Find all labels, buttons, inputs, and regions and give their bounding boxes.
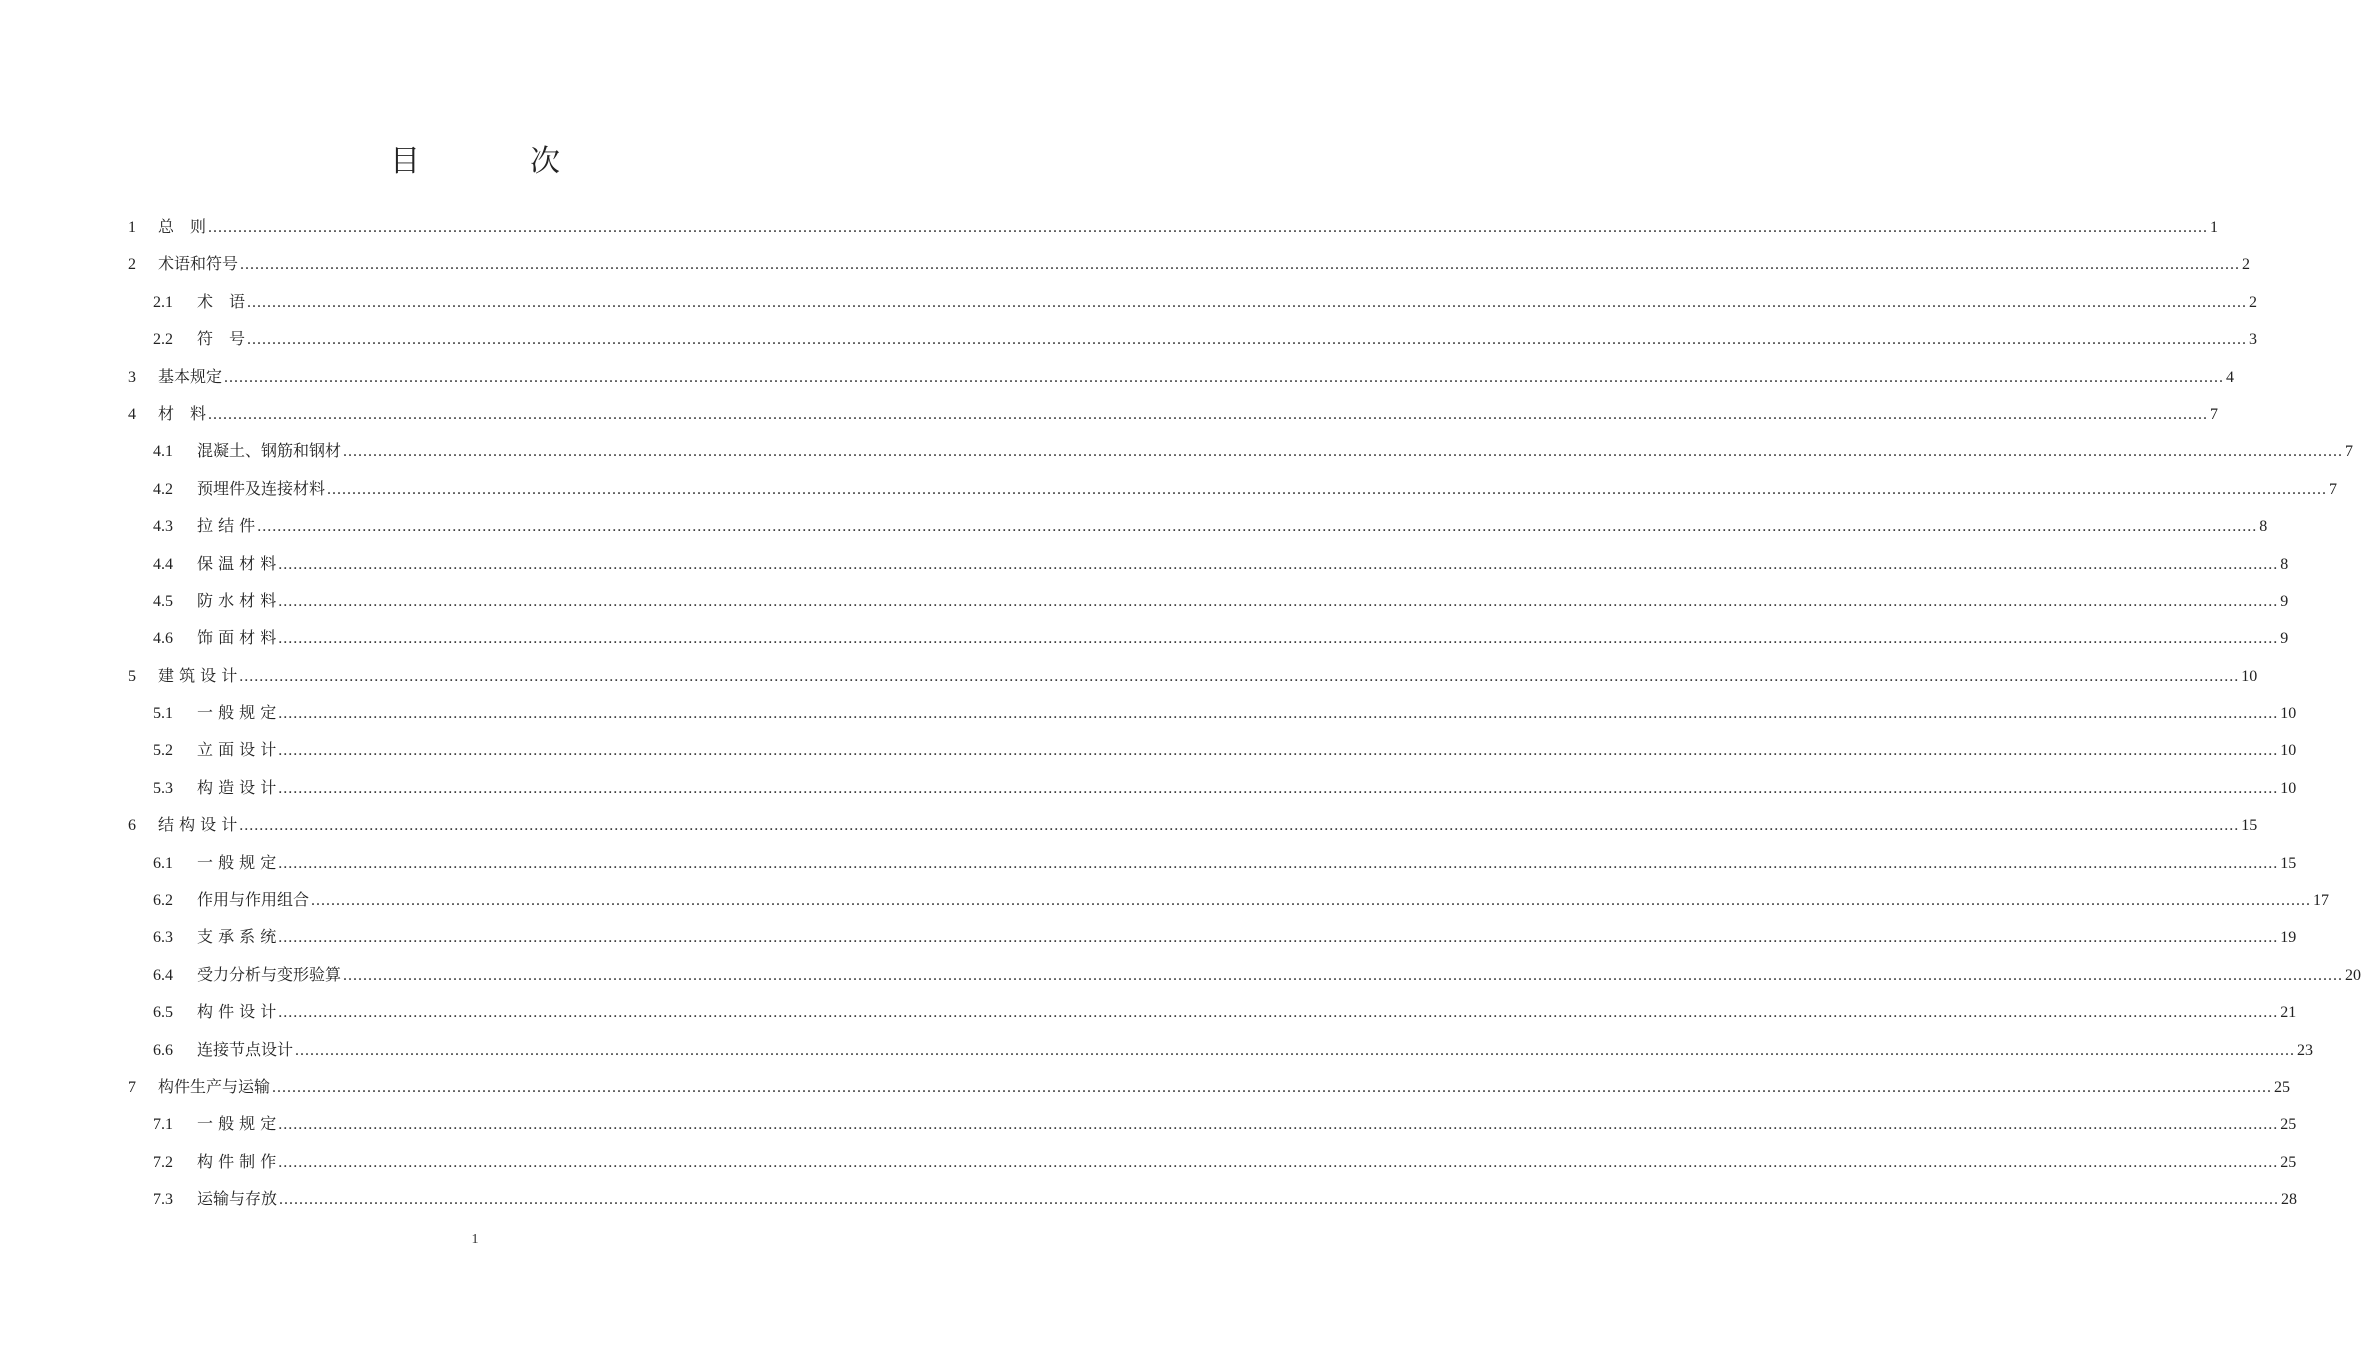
toc-entry-label: 基本规定 bbox=[158, 366, 223, 386]
toc-dot-leader: ................................................................................................................................................................................................................................................................................................................................................................................................................ bbox=[239, 667, 2240, 685]
toc-section-entry[interactable] bbox=[0, 844, 2297, 881]
toc-entry-label: 构件生产与运输 bbox=[158, 1076, 271, 1096]
toc-entry-label: 构 件 设 计 bbox=[197, 1002, 277, 1022]
toc-chapter-entry[interactable] bbox=[0, 395, 2219, 432]
toc-entry-number: 5.2 bbox=[153, 742, 173, 760]
toc-entry-page-number: 2 bbox=[2249, 293, 2258, 311]
toc-entry-number: 1 bbox=[128, 219, 136, 236]
toc-dot-leader: ................................................................................................................................................................................................................................................................................................................................................................................................................ bbox=[343, 966, 2344, 984]
toc-entry-number: 7.3 bbox=[153, 1191, 173, 1209]
toc-entry-label: 防 水 材 料 bbox=[197, 590, 277, 610]
toc-dot-leader: ................................................................................................................................................................................................................................................................................................................................................................................................................ bbox=[208, 219, 2209, 236]
toc-entry-number: 4.6 bbox=[153, 630, 173, 648]
toc-entry-number: 4 bbox=[128, 405, 136, 423]
toc-entry-label: 一 般 规 定 bbox=[197, 703, 277, 723]
toc-dot-leader: ................................................................................................................................................................................................................................................................................................................................................................................................................ bbox=[257, 518, 2258, 536]
toc-dot-leader: ................................................................................................................................................................................................................................................................................................................................................................................................................ bbox=[278, 630, 2279, 648]
toc-entry-label: 连接节点设计 bbox=[197, 1039, 294, 1059]
toc-entry-number: 2 bbox=[128, 256, 136, 274]
toc-dot-leader: ................................................................................................................................................................................................................................................................................................................................................................................................................ bbox=[272, 1078, 2273, 1096]
toc-dot-leader: ................................................................................................................................................................................................................................................................................................................................................................................................................ bbox=[278, 929, 2279, 947]
toc-section-entry[interactable] bbox=[0, 918, 2297, 955]
toc-entry-number: 6 bbox=[128, 817, 136, 835]
toc-entry-number: 6.2 bbox=[153, 892, 173, 910]
toc-entry-page-number: 28 bbox=[2281, 1191, 2298, 1209]
toc-entry-page-number: 10 bbox=[2280, 779, 2297, 797]
toc-entry-page-number: 15 bbox=[2241, 817, 2258, 835]
toc-entry-number: 6.1 bbox=[153, 854, 173, 872]
toc-entry-number: 2.1 bbox=[153, 293, 173, 311]
toc-entry-number: 3 bbox=[128, 368, 136, 386]
toc-entry-label: 保 温 材 料 bbox=[197, 553, 277, 573]
toc-entry-label: 术语和符号 bbox=[158, 254, 239, 274]
toc-entry-page-number: 23 bbox=[2297, 1041, 2314, 1059]
toc-entry-label: 符 号 bbox=[197, 329, 246, 349]
toc-entry-page-number: 8 bbox=[2259, 518, 2268, 536]
toc-dot-leader: ................................................................................................................................................................................................................................................................................................................................................................................................................ bbox=[278, 1153, 2279, 1171]
toc-section-entry[interactable] bbox=[0, 769, 2297, 806]
toc-entry-page-number: 25 bbox=[2280, 1153, 2297, 1171]
toc-entry-page-number: 2 bbox=[2242, 256, 2251, 274]
toc-entry-page-number: 25 bbox=[2280, 1116, 2297, 1134]
toc-dot-leader: ................................................................................................................................................................................................................................................................................................................................................................................................................ bbox=[278, 742, 2279, 760]
toc-entry-page-number: 20 bbox=[2345, 966, 2361, 984]
toc-dot-leader: ................................................................................................................................................................................................................................................................................................................................................................................................................ bbox=[278, 1004, 2279, 1022]
page-title: 目 次 bbox=[390, 144, 600, 179]
toc-entry-page-number: 1 bbox=[2210, 219, 2219, 236]
toc-dot-leader: ................................................................................................................................................................................................................................................................................................................................................................................................................ bbox=[327, 480, 2328, 498]
toc-chapter-entry[interactable] bbox=[0, 208, 2219, 245]
toc-entry-page-number: 9 bbox=[2280, 630, 2289, 648]
toc-entry-number: 5.1 bbox=[153, 705, 173, 723]
toc-entry-number: 4.3 bbox=[153, 518, 173, 536]
toc-chapter-entry[interactable] bbox=[0, 1068, 2291, 1105]
toc-section-entry[interactable] bbox=[0, 545, 2289, 582]
toc-entry-page-number: 4 bbox=[2226, 368, 2235, 386]
toc-dot-leader: ................................................................................................................................................................................................................................................................................................................................................................................................................ bbox=[343, 443, 2344, 461]
toc-section-entry[interactable] bbox=[0, 619, 2289, 656]
table-of-contents bbox=[0, 208, 2361, 1218]
toc-dot-leader: ................................................................................................................................................................................................................................................................................................................................................................................................................ bbox=[239, 817, 2240, 835]
toc-entry-label: 作用与作用组合 bbox=[197, 890, 310, 910]
toc-section-entry[interactable] bbox=[0, 694, 2297, 731]
toc-dot-leader: ................................................................................................................................................................................................................................................................................................................................................................................................................ bbox=[208, 405, 2209, 423]
toc-chapter-entry[interactable] bbox=[0, 806, 2258, 843]
toc-dot-leader: ................................................................................................................................................................................................................................................................................................................................................................................................................ bbox=[278, 705, 2279, 723]
toc-dot-leader: ................................................................................................................................................................................................................................................................................................................................................................................................................ bbox=[311, 892, 2312, 910]
toc-chapter-entry[interactable] bbox=[0, 657, 2258, 694]
footer-page-number: 1 bbox=[471, 1232, 479, 1247]
toc-entry-number: 6.6 bbox=[153, 1041, 173, 1059]
toc-section-entry[interactable] bbox=[0, 1180, 2298, 1217]
toc-dot-leader: ................................................................................................................................................................................................................................................................................................................................................................................................................ bbox=[278, 854, 2279, 872]
toc-section-entry[interactable] bbox=[0, 1143, 2297, 1180]
toc-entry-label: 结 构 设 计 bbox=[158, 815, 238, 835]
toc-entry-label: 一 般 规 定 bbox=[197, 852, 277, 872]
toc-dot-leader: ................................................................................................................................................................................................................................................................................................................................................................................................................ bbox=[279, 1191, 2280, 1209]
toc-chapter-entry[interactable] bbox=[0, 358, 2235, 395]
toc-dot-leader: ................................................................................................................................................................................................................................................................................................................................................................................................................ bbox=[278, 592, 2279, 610]
toc-entry-page-number: 7 bbox=[2210, 405, 2219, 423]
toc-section-entry[interactable] bbox=[0, 507, 2268, 544]
toc-dot-leader: ................................................................................................................................................................................................................................................................................................................................................................................................................ bbox=[247, 331, 2248, 349]
toc-entry-label: 构 件 制 作 bbox=[197, 1151, 277, 1171]
toc-section-entry[interactable] bbox=[0, 320, 2258, 357]
toc-entry-number: 7.2 bbox=[153, 1153, 173, 1171]
toc-entry-page-number: 7 bbox=[2329, 480, 2338, 498]
toc-section-entry[interactable] bbox=[0, 956, 2361, 993]
toc-entry-page-number: 10 bbox=[2280, 742, 2297, 760]
toc-section-entry[interactable] bbox=[0, 470, 2338, 507]
toc-chapter-entry[interactable] bbox=[0, 245, 2251, 282]
toc-entry-page-number: 8 bbox=[2280, 555, 2289, 573]
toc-entry-label: 总 则 bbox=[158, 217, 207, 236]
toc-section-entry[interactable] bbox=[0, 1105, 2297, 1142]
toc-entry-number: 7.1 bbox=[153, 1116, 173, 1134]
toc-section-entry[interactable] bbox=[0, 731, 2297, 768]
toc-entry-label: 材 料 bbox=[158, 403, 207, 423]
toc-entry-label: 支 承 系 统 bbox=[197, 927, 277, 947]
toc-section-entry[interactable] bbox=[0, 582, 2289, 619]
toc-entry-number: 4.1 bbox=[153, 443, 173, 461]
toc-entry-page-number: 15 bbox=[2280, 854, 2297, 872]
toc-section-entry[interactable] bbox=[0, 1031, 2314, 1068]
toc-entry-label: 建 筑 设 计 bbox=[158, 665, 238, 685]
toc-dot-leader: ................................................................................................................................................................................................................................................................................................................................................................................................................ bbox=[247, 293, 2248, 311]
toc-entry-number: 4.2 bbox=[153, 480, 173, 498]
toc-entry-page-number: 10 bbox=[2241, 667, 2258, 685]
toc-entry-number: 6.4 bbox=[153, 966, 173, 984]
toc-entry-number: 7 bbox=[128, 1078, 136, 1096]
toc-entry-label: 一 般 规 定 bbox=[197, 1114, 277, 1134]
toc-entry-page-number: 17 bbox=[2313, 892, 2330, 910]
toc-entry-number: 5.3 bbox=[153, 779, 173, 797]
toc-entry-label: 拉 结 件 bbox=[197, 516, 256, 536]
toc-dot-leader: ................................................................................................................................................................................................................................................................................................................................................................................................................ bbox=[224, 368, 2225, 386]
toc-section-entry[interactable] bbox=[0, 881, 2330, 918]
toc-entry-number: 6.5 bbox=[153, 1004, 173, 1022]
toc-dot-leader: ................................................................................................................................................................................................................................................................................................................................................................................................................ bbox=[278, 779, 2279, 797]
toc-entry-page-number: 10 bbox=[2280, 705, 2297, 723]
toc-section-entry[interactable] bbox=[0, 432, 2354, 469]
toc-entry-label: 术 语 bbox=[197, 291, 246, 311]
toc-entry-label: 混凝土、钢筋和钢材 bbox=[197, 441, 342, 461]
toc-entry-page-number: 3 bbox=[2249, 331, 2258, 349]
toc-entry-page-number: 21 bbox=[2280, 1004, 2297, 1022]
toc-entry-number: 4.5 bbox=[153, 592, 173, 610]
toc-entry-label: 受力分析与变形验算 bbox=[197, 964, 342, 984]
toc-entry-label: 饰 面 材 料 bbox=[197, 628, 277, 648]
toc-entry-label: 构 造 设 计 bbox=[197, 777, 277, 797]
toc-dot-leader: ................................................................................................................................................................................................................................................................................................................................................................................................................ bbox=[278, 1116, 2279, 1134]
toc-entry-number: 4.4 bbox=[153, 555, 173, 573]
toc-section-entry[interactable] bbox=[0, 993, 2297, 1030]
toc-dot-leader: ................................................................................................................................................................................................................................................................................................................................................................................................................ bbox=[295, 1041, 2296, 1059]
toc-entry-label: 运输与存放 bbox=[197, 1189, 278, 1209]
toc-entry-page-number: 9 bbox=[2280, 592, 2289, 610]
toc-entry-label: 预埋件及连接材料 bbox=[197, 478, 326, 498]
toc-entry-number: 6.3 bbox=[153, 929, 173, 947]
toc-entry-page-number: 25 bbox=[2274, 1078, 2291, 1096]
toc-entry-label: 立 面 设 计 bbox=[197, 740, 277, 760]
toc-dot-leader: ................................................................................................................................................................................................................................................................................................................................................................................................................ bbox=[278, 555, 2279, 573]
toc-entry-number: 5 bbox=[128, 667, 136, 685]
toc-entry-number: 2.2 bbox=[153, 331, 173, 349]
toc-entry-page-number: 7 bbox=[2345, 443, 2354, 461]
toc-dot-leader: ................................................................................................................................................................................................................................................................................................................................................................................................................ bbox=[240, 256, 2241, 274]
toc-section-entry[interactable] bbox=[0, 283, 2258, 320]
toc-entry-page-number: 19 bbox=[2280, 929, 2297, 947]
